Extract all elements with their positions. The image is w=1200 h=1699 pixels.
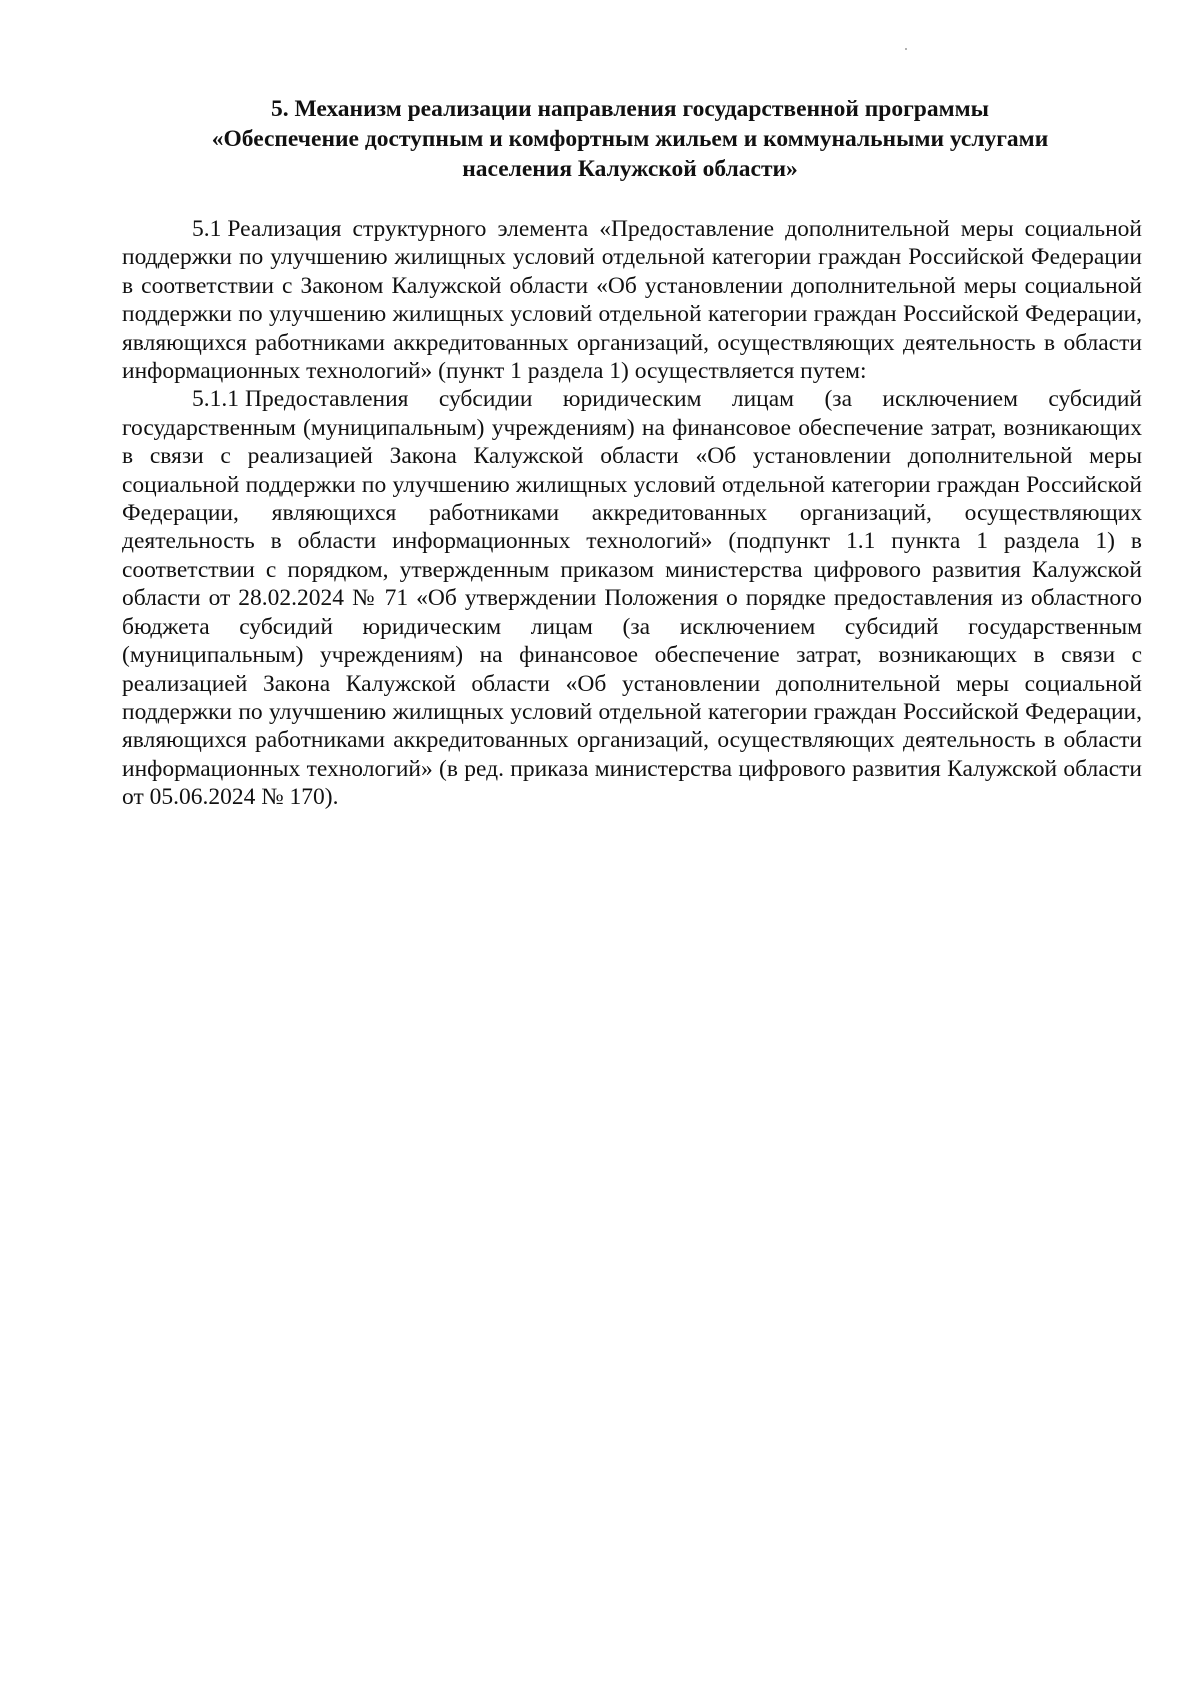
paragraph-5-1: [122, 215, 1142, 385]
scan-speck: [905, 48, 907, 50]
paragraph-5-1-1: [122, 385, 1142, 811]
section-heading: [190, 94, 1070, 184]
paragraph-text: Реализация структурного элемента «Предоставление дополнительной меры социальной поддержки по улучшению жилищных условий отдельной категории граждан Российской Федерации в соответствии с Законом Калужской области «Об установлении дополнительной меры социальной поддержки по улучшению жилищных условий отдельной категории граждан Российской Федерации, являющихся работниками аккредитованных организаций, осуществляющих деятельность в области информационных технологий» (пункт 1 раздела 1) осуществляется путем:: [122, 216, 1142, 385]
paragraph-number: 5.1: [192, 216, 222, 242]
heading-line-3: населения Калужской области»: [462, 156, 798, 182]
section-body: [122, 215, 1142, 812]
paragraph-text: Предоставления субсидии юридическим лицам (за исключением субсидий государственным (муниципальным) учреждениям) на финансовое обеспечение затрат, возникающих в связи с реализацией Закона Калужской области «Об установлении дополнительной меры социальной поддержки по улучшению жилищных условий отдельной категории граждан Российской Федерации, являющихся работниками аккредитованных организаций, осуществляющих деятельность в области информационных технологий» (подпункт 1.1 пункта 1 раздела 1) в соответствии с порядком, утвержденным приказом министерства цифрового развития Калужской области от 28.02.2024 № 71 «Об утверждении Положения о порядке предоставления из областного бюджета субсидий юридическим лицам (за исключением субсидий государственным (муниципальным) учреждениям) на финансовое обеспечение затрат, возникающих в связи с реализацией Закона Калужской области «Об установлении дополнительной меры социальной поддержки по улучшению жилищных условий отдельной категории граждан Российской Федерации, являющихся работниками аккредитованных организаций, осуществляющих деятельность в области информационных технологий» (в ред. приказа министерства цифрового развития Калужской области от 05.06.2024 № 170).: [122, 386, 1142, 811]
heading-line-1: 5. Механизм реализации направления государственной программы: [271, 96, 989, 122]
paragraph-number: 5.1.1: [192, 386, 239, 413]
heading-line-2: «Обеспечение доступным и комфортным жильем и коммунальными услугами: [211, 126, 1049, 152]
